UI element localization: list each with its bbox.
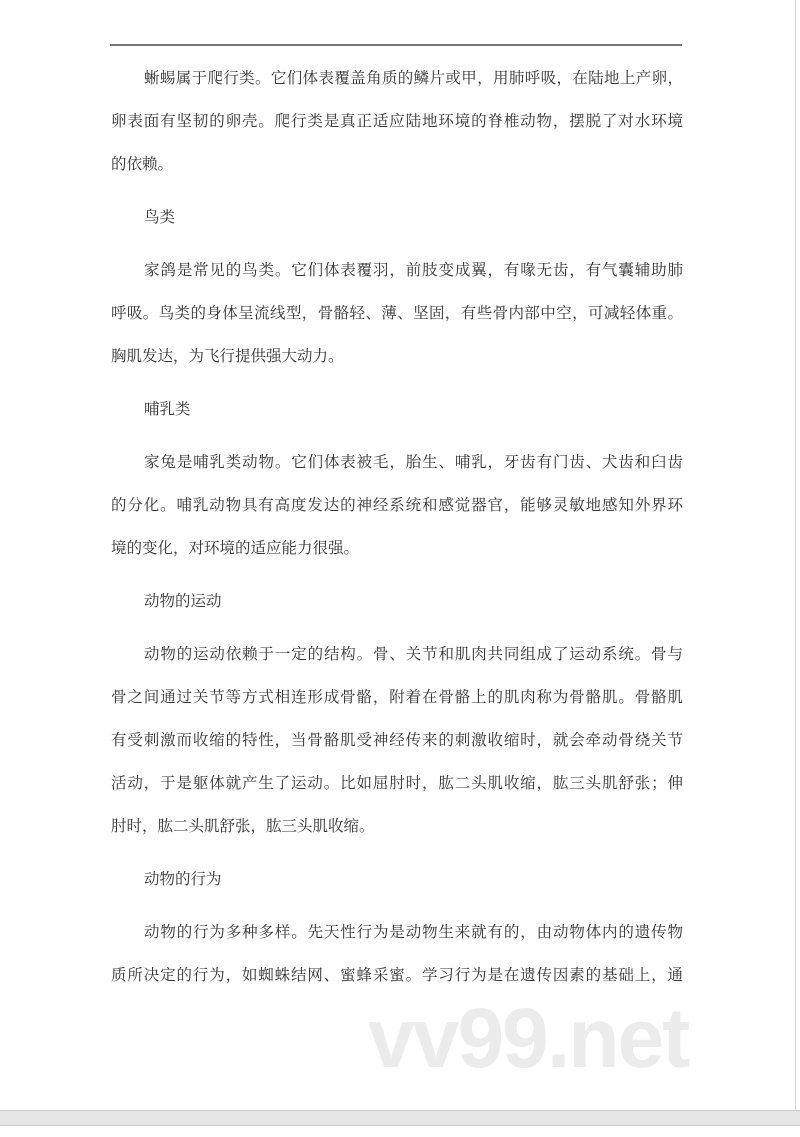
paragraph xyxy=(111,911,683,997)
paragraph-line: 卵表面有坚韧的卵壳。爬行类是真正适应陆地环境的脊椎动物，摆脱了对水环境 xyxy=(111,112,683,130)
paragraph-line: 质所决定的行为，如蜘蛛结网、蜜蜂采蜜。学习行为是在遗传因素的基础上，通 xyxy=(111,966,683,984)
section-heading: 动物的运动 xyxy=(144,592,222,610)
paragraph-line: 家鸽是常见的鸟类。它们体表覆羽，前肢变成翼，有喙无齿，有气囊辅助肺 xyxy=(144,261,683,279)
paragraph-line: 的分化。哺乳动物具有高度发达的神经系统和感觉器官，能够灵敏地感知外界环 xyxy=(111,496,683,514)
paragraph-line: 动物的运动依赖于一定的结构。骨、关节和肌肉共同组成了运动系统。骨与 xyxy=(144,645,683,663)
paragraph-line: 肘时，肱二头肌舒张，肱三头肌收缩。 xyxy=(111,817,375,835)
paragraph xyxy=(111,249,683,378)
paragraph-line: 胸肌发达，为飞行提供强大动力。 xyxy=(111,347,344,365)
paragraph-line: 蜥蜴属于爬行类。它们体表覆盖角质的鳞片或甲，用肺呼吸，在陆地上产卵， xyxy=(144,69,683,87)
paragraph xyxy=(111,441,683,570)
paragraph-line: 有受刺激而收缩的特性，当骨骼肌受神经传来的刺激收缩时，就会牵动骨绕关节 xyxy=(111,731,683,749)
section-heading: 动物的行为 xyxy=(144,870,222,888)
paragraph-line: 境的变化，对环境的适应能力很强。 xyxy=(111,539,360,557)
document-content xyxy=(111,57,683,1007)
header-rule xyxy=(110,44,682,46)
paragraph-line: 骨之间通过关节等方式相连形成骨骼，附着在骨骼上的肌肉称为骨骼肌。骨骼肌 xyxy=(111,688,683,706)
page-separator xyxy=(0,1110,800,1126)
paragraph-line: 活动，于是躯体就产生了运动。比如屈肘时，肱二头肌收缩，肱三头肌舒张；伸 xyxy=(111,774,683,792)
paragraph xyxy=(111,633,683,848)
paragraph-line: 动物的行为多种多样。先天性行为是动物生来就有的，由动物体内的遗传物 xyxy=(144,923,683,941)
paragraph-line: 家兔是哺乳类动物。它们体表被毛，胎生、哺乳，牙齿有门齿、犬齿和臼齿 xyxy=(144,453,683,471)
watermark: vv99.net xyxy=(368,991,689,1085)
paragraph-line: 呼吸。鸟类的身体呈流线型，骨骼轻、薄、坚固，有些骨内部中空，可减轻体重。 xyxy=(111,304,683,322)
section-heading: 鸟类 xyxy=(144,208,176,226)
paragraph xyxy=(111,57,683,186)
paragraph-line: 的依赖。 xyxy=(111,155,174,173)
section-heading: 哺乳类 xyxy=(144,400,191,418)
